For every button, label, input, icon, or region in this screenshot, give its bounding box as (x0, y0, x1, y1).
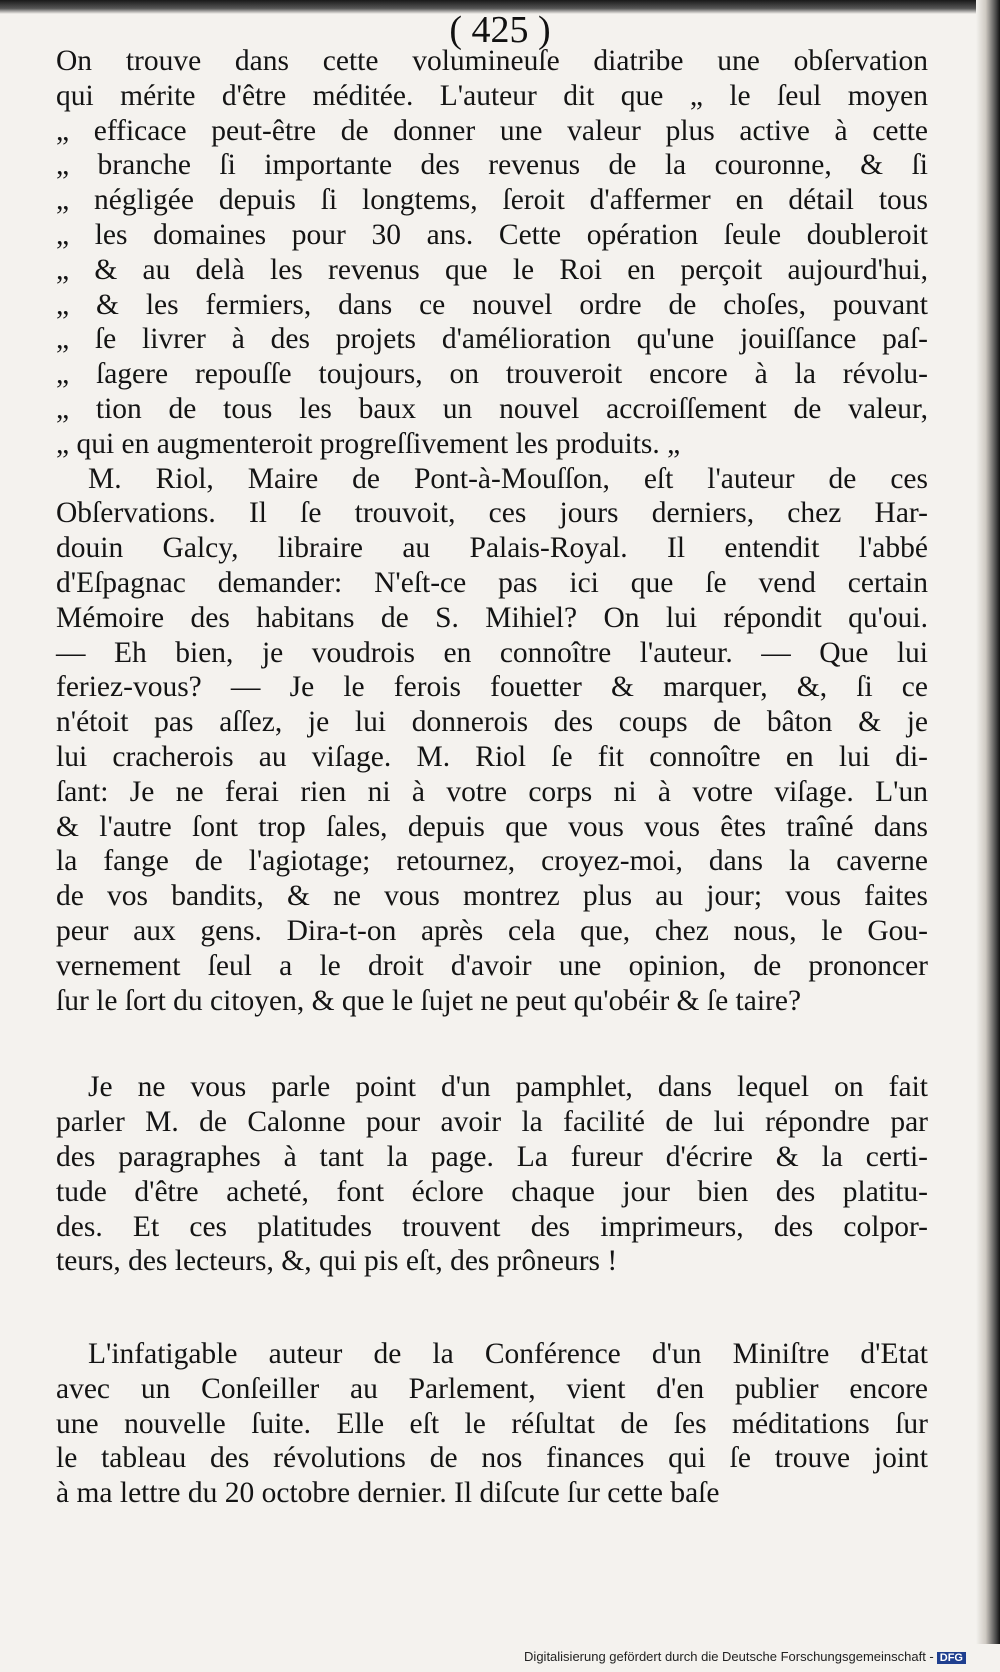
text-line: „ efficace peut-être de donner une valeur plus active à cette (56, 114, 928, 147)
text-line: Je ne vous parle point d'un pamphlet, dans lequel on fait (88, 1071, 928, 1104)
text-line: „ tion de tous les baux un nouvel accroiſſement de valeur, (56, 392, 928, 425)
text-line: „ qui en augmenteroit progreſſivement les produits. „ (56, 427, 681, 460)
dfg-logo: DFG (937, 1652, 966, 1664)
text-line: „ & au delà les revenus que le Roi en perçoit aujourd'hui, (56, 253, 928, 286)
paragraph (56, 1337, 928, 1511)
text-line: „ négligée depuis ſi longtems, ſeroit d'affermer en détail tous (56, 184, 928, 217)
page-number: ( 425 ) (449, 9, 551, 51)
text-line: de vos bandits, & ne vous montrez plus au jour; vous faites (56, 880, 928, 913)
text-line: ſant: Je ne ferai rien ni à votre corps ni à votre viſage. L'un (56, 775, 928, 808)
text-line: des. Et ces platitudes trouvent des imprimeurs, des colpor- (56, 1210, 928, 1243)
text-line: On trouve dans cette volumineuſe diatribe une obſervation (56, 45, 928, 77)
text-line: peur aux gens. Dira-t-on après cela que, chez nous, le Gou- (56, 914, 928, 947)
body-text (56, 44, 928, 1511)
paragraph (56, 44, 928, 462)
text-line: lui cracherois au viſage. M. Riol ſe fit connoître en lui di- (56, 740, 928, 773)
text-line: L'infatigable auteur de la Conférence d'un Miniſtre d'Etat (88, 1338, 928, 1371)
text-line: „ ſagere repouſſe toujours, on trouveroit encore à la révolu- (56, 358, 928, 391)
text-line: une nouvelle ſuite. Elle eſt le réſultat de ſes méditations ſur (56, 1407, 928, 1440)
text-line: qui mérite d'être méditée. L'auteur dit que „ le ſeul moyen (56, 79, 928, 112)
text-line: ſur le ſort du citoyen, & que le ſujet ne peut qu'obéir & ſe taire? (56, 984, 802, 1017)
text-line: — Eh bien, je voudrois en connoître l'auteur. — Que lui (56, 636, 928, 669)
text-line: M. Riol, Maire de Pont-à-Mouſſon, eſt l'auteur de ces (88, 462, 928, 495)
text-line: des paragraphes à tant la page. La fureur d'écrire & la certi- (56, 1140, 928, 1173)
text-line: „ les domaines pour 30 ans. Cette opération ſeule doubleroit (56, 218, 928, 251)
text-line: feriez-vous? — Je le ferois fouetter & marquer, &, ſi ce (56, 671, 928, 704)
paragraph (56, 462, 928, 1019)
text-line: à ma lettre du 20 octobre dernier. Il diſcute ſur cette baſe (56, 1477, 720, 1510)
page-right-edge (976, 0, 1000, 1672)
text-line: avec un Conſeiller au Parlement, vient d'en publier encore (56, 1372, 928, 1405)
text-line: vernement ſeul a le droit d'avoir une opinion, de prononcer (56, 949, 928, 982)
text-line: „ branche ſi importante des revenus de la couronne, & ſi (56, 149, 928, 182)
text-line: le tableau des révolutions de nos finances qui ſe trouve joint (56, 1442, 928, 1475)
paragraph-gap (56, 1279, 928, 1337)
text-line: la fange de l'agiotage; retournez, croyez-moi, dans la caverne (56, 845, 928, 878)
text-line: „ ſe livrer à des projets d'amélioration qu'une jouiſſance paſ- (56, 323, 928, 356)
text-line: „ & les fermiers, dans ce nouvel ordre de choſes, pouvant (56, 288, 928, 321)
text-line: teurs, des lecteurs, &, qui pis eſt, des prôneurs ! (56, 1245, 618, 1278)
digitization-credit (520, 1647, 970, 1666)
paragraph (56, 1070, 928, 1279)
text-line: Obſervations. Il ſe trouvoit, ces jours derniers, chez Har- (56, 497, 928, 530)
paragraph-gap (56, 1018, 928, 1070)
text-line: tude d'être acheté, font éclore chaque jour bien des platitu- (56, 1175, 928, 1208)
text-line: parler M. de Calonne pour avoir la facilité de lui répondre par (56, 1106, 928, 1139)
text-line: & l'autre ſont trop ſales, depuis que vous vous êtes traîné dans (56, 810, 928, 843)
text-line: d'Eſpagnac demander: N'eſt-ce pas ici que ſe vend certain (56, 566, 928, 599)
text-line: douin Galcy, libraire au Palais-Royal. Il entendit l'abbé (56, 532, 928, 565)
credit-text: Digitalisierung gefördert durch die Deutsche Forschungsgemeinschaft - (524, 1649, 934, 1664)
text-line: Mémoire des habitans de S. Mihiel? On lui répondit qu'oui. (56, 601, 928, 634)
text-line: n'étoit pas aſſez, je lui donnerois des coups de bâton & je (56, 706, 928, 739)
